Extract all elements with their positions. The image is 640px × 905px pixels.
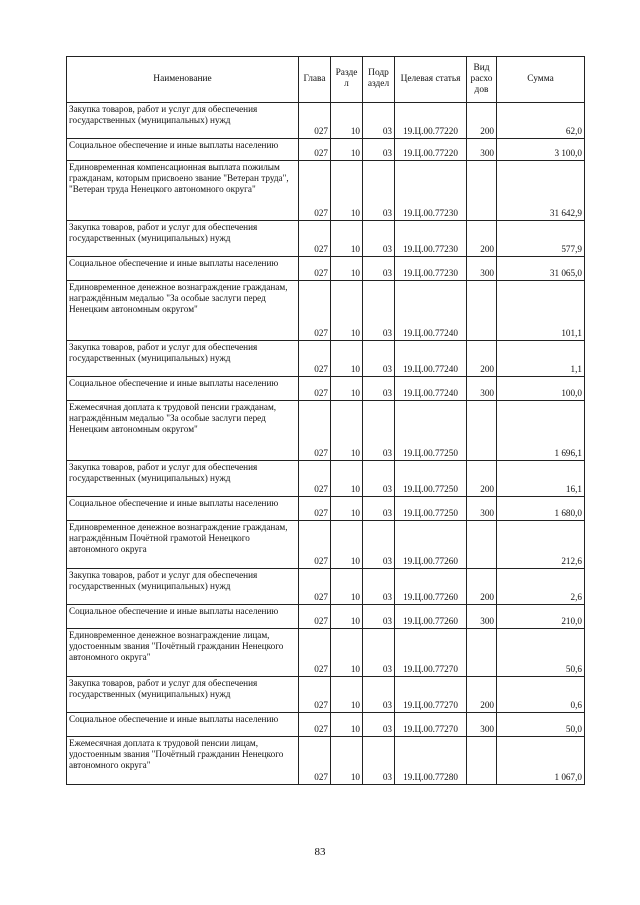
cell-chapter: 027 [299, 629, 331, 677]
cell-sum: 3 100,0 [497, 139, 585, 161]
cell-sum: 31 065,0 [497, 257, 585, 281]
cell-target: 19.Ц.00.77270 [395, 629, 467, 677]
cell-chapter: 027 [299, 377, 331, 401]
cell-subsection: 03 [363, 377, 395, 401]
table-row [67, 103, 585, 139]
cell-target: 19.Ц.00.77220 [395, 103, 467, 139]
cell-name: Ежемесячная доплата к трудовой пенсии лицам, удостоенным звания "Почётный гражданин Ненецкого автономного округа" [67, 737, 299, 785]
cell-sum: 0,6 [497, 677, 585, 713]
cell-chapter: 027 [299, 737, 331, 785]
cell-subsection: 03 [363, 737, 395, 785]
cell-subsection: 03 [363, 221, 395, 257]
cell-name: Закупка товаров, работ и услуг для обеспечения государственных (муниципальных) нужд [67, 341, 299, 377]
cell-target: 19.Ц.00.77240 [395, 281, 467, 341]
cell-section: 10 [331, 221, 363, 257]
table-row [67, 221, 585, 257]
budget-table [66, 56, 585, 785]
cell-section: 10 [331, 139, 363, 161]
cell-sum: 16,1 [497, 461, 585, 497]
cell-type [467, 281, 497, 341]
cell-target: 19.Ц.00.77230 [395, 161, 467, 221]
cell-name: Единовременное денежное вознаграждение гражданам, награждённым медалью "За особые заслуги перед Ненецким автономным округом" [67, 281, 299, 341]
cell-chapter: 027 [299, 257, 331, 281]
cell-chapter: 027 [299, 401, 331, 461]
table-row [67, 281, 585, 341]
cell-section: 10 [331, 605, 363, 629]
cell-subsection: 03 [363, 677, 395, 713]
cell-sum: 31 642,9 [497, 161, 585, 221]
cell-name: Социальное обеспечение и иные выплаты населению [67, 257, 299, 281]
cell-name: Закупка товаров, работ и услуг для обеспечения государственных (муниципальных) нужд [67, 221, 299, 257]
header-sum: Сумма [497, 57, 585, 103]
cell-subsection: 03 [363, 161, 395, 221]
cell-type: 200 [467, 221, 497, 257]
cell-type [467, 401, 497, 461]
cell-type: 300 [467, 713, 497, 737]
cell-subsection: 03 [363, 461, 395, 497]
cell-name: Социальное обеспечение и иные выплаты населению [67, 377, 299, 401]
cell-chapter: 027 [299, 281, 331, 341]
cell-section: 10 [331, 713, 363, 737]
cell-sum: 577,9 [497, 221, 585, 257]
cell-name: Единовременное денежное вознаграждение лицам, удостоенным звания "Почётный гражданин Ненецкого автономного округа" [67, 629, 299, 677]
cell-sum: 100,0 [497, 377, 585, 401]
cell-target: 19.Ц.00.77220 [395, 139, 467, 161]
cell-name: Закупка товаров, работ и услуг для обеспечения государственных (муниципальных) нужд [67, 461, 299, 497]
cell-chapter: 027 [299, 677, 331, 713]
cell-section: 10 [331, 677, 363, 713]
table-body [67, 103, 585, 785]
header-name: Наименование [67, 57, 299, 103]
table-row [67, 497, 585, 521]
cell-name: Закупка товаров, работ и услуг для обеспечения государственных (муниципальных) нужд [67, 569, 299, 605]
cell-section: 10 [331, 629, 363, 677]
cell-sum: 1 696,1 [497, 401, 585, 461]
header-subsection: Подр аздел [363, 57, 395, 103]
cell-subsection: 03 [363, 139, 395, 161]
cell-sum: 2,6 [497, 569, 585, 605]
header-section: Разде л [331, 57, 363, 103]
cell-target: 19.Ц.00.77260 [395, 605, 467, 629]
table-row [67, 677, 585, 713]
cell-type: 200 [467, 461, 497, 497]
cell-sum: 210,0 [497, 605, 585, 629]
cell-subsection: 03 [363, 713, 395, 737]
cell-chapter: 027 [299, 161, 331, 221]
page-number: 83 [314, 846, 326, 858]
cell-target: 19.Ц.00.77260 [395, 569, 467, 605]
cell-section: 10 [331, 401, 363, 461]
cell-sum: 1 067,0 [497, 737, 585, 785]
cell-section: 10 [331, 281, 363, 341]
cell-subsection: 03 [363, 257, 395, 281]
cell-target: 19.Ц.00.77250 [395, 461, 467, 497]
table-row [67, 401, 585, 461]
cell-subsection: 03 [363, 497, 395, 521]
cell-type [467, 161, 497, 221]
cell-section: 10 [331, 161, 363, 221]
cell-type: 300 [467, 257, 497, 281]
cell-section: 10 [331, 461, 363, 497]
table-row [67, 569, 585, 605]
cell-target: 19.Ц.00.77250 [395, 401, 467, 461]
table-row [67, 341, 585, 377]
cell-chapter: 027 [299, 461, 331, 497]
cell-sum: 50,6 [497, 629, 585, 677]
cell-name: Закупка товаров, работ и услуг для обеспечения государственных (муниципальных) нужд [67, 103, 299, 139]
cell-chapter: 027 [299, 103, 331, 139]
cell-subsection: 03 [363, 103, 395, 139]
header-target: Целевая статья [395, 57, 467, 103]
cell-chapter: 027 [299, 605, 331, 629]
cell-chapter: 027 [299, 139, 331, 161]
cell-section: 10 [331, 341, 363, 377]
cell-section: 10 [331, 103, 363, 139]
table-row [67, 161, 585, 221]
cell-type: 300 [467, 497, 497, 521]
cell-target: 19.Ц.00.77280 [395, 737, 467, 785]
cell-subsection: 03 [363, 605, 395, 629]
table-row [67, 377, 585, 401]
table-row [67, 713, 585, 737]
cell-target: 19.Ц.00.77250 [395, 497, 467, 521]
cell-name: Единовременное денежное вознаграждение гражданам, награждённым Почётной грамотой Ненецкого автономного округа [67, 521, 299, 569]
cell-section: 10 [331, 497, 363, 521]
table-row [67, 521, 585, 569]
cell-target: 19.Ц.00.77240 [395, 377, 467, 401]
header-type: Вид расхо дов [467, 57, 497, 103]
cell-name: Социальное обеспечение и иные выплаты населению [67, 497, 299, 521]
cell-type [467, 521, 497, 569]
cell-type: 300 [467, 377, 497, 401]
cell-chapter: 027 [299, 221, 331, 257]
cell-sum: 62,0 [497, 103, 585, 139]
cell-subsection: 03 [363, 629, 395, 677]
cell-section: 10 [331, 737, 363, 785]
cell-name: Социальное обеспечение и иные выплаты населению [67, 713, 299, 737]
cell-chapter: 027 [299, 497, 331, 521]
table-row [67, 605, 585, 629]
cell-target: 19.Ц.00.77270 [395, 677, 467, 713]
cell-sum: 1,1 [497, 341, 585, 377]
cell-subsection: 03 [363, 281, 395, 341]
cell-sum: 101,1 [497, 281, 585, 341]
header-chapter: Глава [299, 57, 331, 103]
table-row [67, 257, 585, 281]
cell-type: 200 [467, 103, 497, 139]
cell-target: 19.Ц.00.77270 [395, 713, 467, 737]
cell-name: Социальное обеспечение и иные выплаты населению [67, 605, 299, 629]
cell-section: 10 [331, 377, 363, 401]
cell-chapter: 027 [299, 713, 331, 737]
cell-name: Ежемесячная доплата к трудовой пенсии гражданам, награждённым медалью "За особые заслуги перед Ненецким автономным округом" [67, 401, 299, 461]
cell-type: 200 [467, 677, 497, 713]
table-row [67, 139, 585, 161]
table-row [67, 461, 585, 497]
cell-type: 200 [467, 569, 497, 605]
cell-sum: 1 680,0 [497, 497, 585, 521]
cell-target: 19.Ц.00.77260 [395, 521, 467, 569]
cell-sum: 212,6 [497, 521, 585, 569]
cell-name: Закупка товаров, работ и услуг для обеспечения государственных (муниципальных) нужд [67, 677, 299, 713]
cell-section: 10 [331, 257, 363, 281]
table-row [67, 737, 585, 785]
cell-section: 10 [331, 569, 363, 605]
cell-type: 200 [467, 341, 497, 377]
cell-type: 300 [467, 139, 497, 161]
cell-sum: 50,0 [497, 713, 585, 737]
cell-name: Социальное обеспечение и иные выплаты населению [67, 139, 299, 161]
cell-section: 10 [331, 521, 363, 569]
cell-chapter: 027 [299, 569, 331, 605]
cell-subsection: 03 [363, 521, 395, 569]
cell-subsection: 03 [363, 401, 395, 461]
cell-chapter: 027 [299, 521, 331, 569]
cell-target: 19.Ц.00.77230 [395, 221, 467, 257]
cell-subsection: 03 [363, 569, 395, 605]
cell-chapter: 027 [299, 341, 331, 377]
cell-target: 19.Ц.00.77230 [395, 257, 467, 281]
cell-subsection: 03 [363, 341, 395, 377]
table-header-row [67, 57, 585, 103]
cell-name: Единовременная компенсационная выплата пожилым гражданам, которым присвоено звание "Ветеран труда", "Ветеран труда Ненецкого автономного округа" [67, 161, 299, 221]
cell-type [467, 737, 497, 785]
cell-target: 19.Ц.00.77240 [395, 341, 467, 377]
cell-type: 300 [467, 605, 497, 629]
cell-type [467, 629, 497, 677]
table-row [67, 629, 585, 677]
